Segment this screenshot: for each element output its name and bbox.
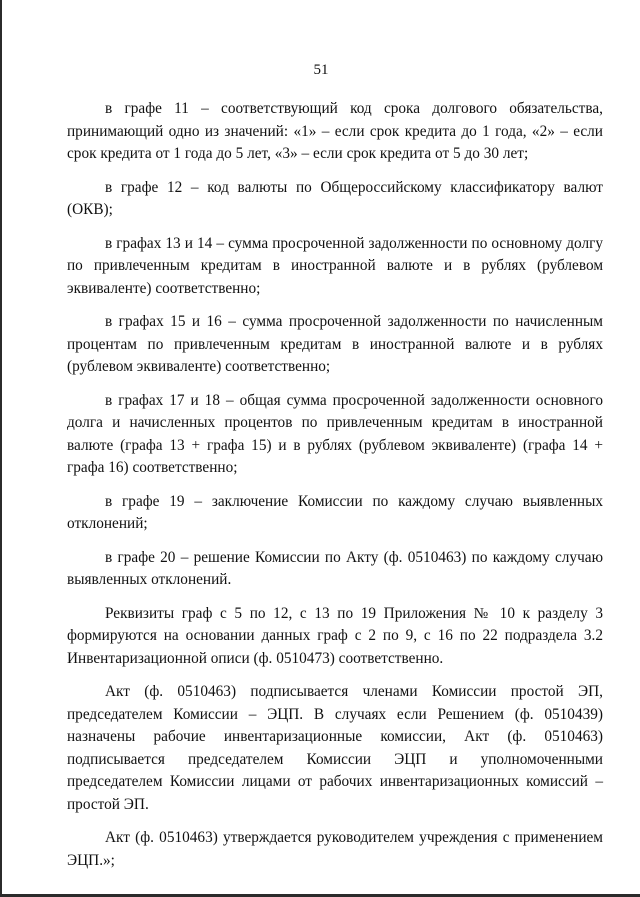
page-number: 51 bbox=[313, 62, 329, 78]
body-text bbox=[67, 98, 603, 872]
paragraph-columns-13-14: в графах 13 и 14 – сумма просроченной задолженности по основному долгу по привлеченным кредитам в иностранной валюте и в рублях (рублевом эквиваленте) соответственно; bbox=[67, 234, 603, 297]
paragraph-act-approval: Акт (ф. 0510463) утверждается руководителем учреждения с применением ЭЦП.»; bbox=[67, 829, 603, 869]
paragraph-columns-15-16: в графах 15 и 16 – сумма просроченной задолженности по начисленным процентам по привлеченным кредитам в иностранной валюте и в рублях (рублевом эквиваленте) соответственно; bbox=[67, 313, 603, 375]
paragraph-column-11: в графе 11 – соответствующий код срока долгового обязательства, принимающий одно из значений: «1» – если срок кредита до 1 года, «2» – если срок кредита от 1 года до 5 лет, «3» – если срок кредита от 5 до 30 лет; bbox=[67, 100, 603, 162]
paragraph-column-20: в графе 20 – решение Комиссии по Акту (ф. 0510463) по каждому случаю выявленных отклонений. bbox=[67, 548, 603, 588]
paragraph-columns-17-18: в графах 17 и 18 – общая сумма просроченной задолженности основного долга и начисленных процентов по привлеченным кредитам в иностранной валюте (графа 13 + графа 15) и в рублях (рублевом эквиваленте) (графа 14 + графа 16) соответственно; bbox=[67, 391, 603, 476]
paragraph-column-19: в графе 19 – заключение Комиссии по каждому случаю выявленных отклонений; bbox=[67, 492, 603, 532]
paragraph-act-signing: Акт (ф. 0510463) подписывается членами Комиссии простой ЭП, председателем Комиссии – ЭЦП. В случаях если Решением (ф. 0510439) назначены рабочие инвентаризационные комиссии, Акт (ф. 0510463) подписывается председателем Комиссии ЭЦП и уполномоченными председателем Комиссии лицами от рабочих инвентаризационных комиссий – простой ЭП. bbox=[67, 683, 603, 813]
paragraph-requisites: Реквизиты граф с 5 по 12, с 13 по 19 Приложения № 10 к разделу 3 формируются на основании данных граф с 2 по 9, с 16 по 22 подраздела 3.2 Инвентаризационной описи (ф. 0510473) соответственно. bbox=[67, 604, 603, 667]
paragraph-column-12: в графе 12 – код валюты по Общероссийскому классификатору валют (ОКВ); bbox=[67, 178, 603, 218]
